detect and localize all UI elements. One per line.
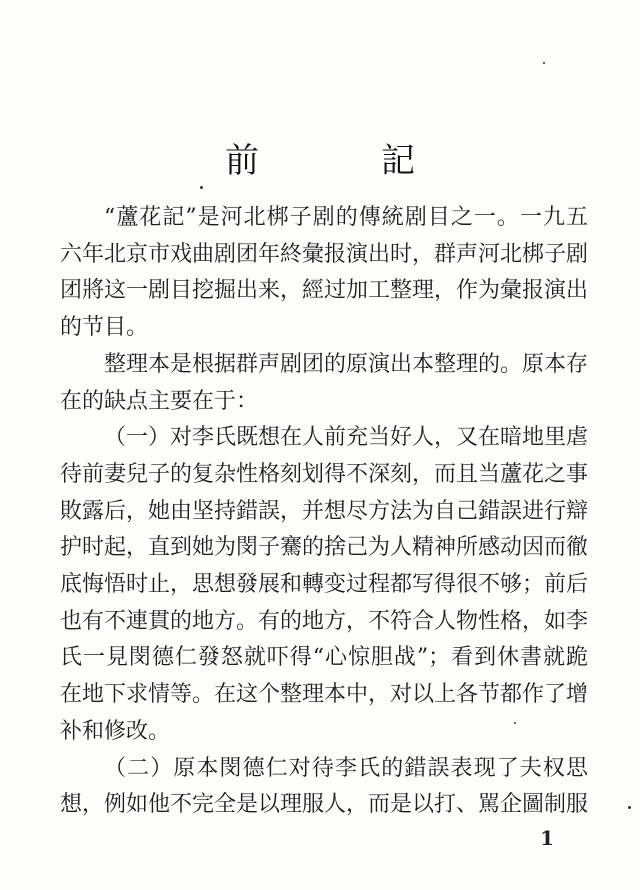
paragraph-point-two: （二）原本閔德仁对待李氏的錯誤表现了夫权思想，例如他不完全是以理服人，而是以打、駡企圖制服 xyxy=(60,755,589,818)
scan-speck xyxy=(514,722,516,724)
page-number: 1 xyxy=(540,826,554,850)
paragraph-intro: “蘆花記”是河北梆子剧的傳統剧目之一。一九五六年北京市戏曲剧团年終彙报演出时，群声河北梆子剧团將这一剧目挖掘出来，經过加工整理，作为彙报演出的节目。 xyxy=(60,205,589,341)
page-title: 前 記 xyxy=(225,141,459,181)
body-text xyxy=(60,200,588,824)
scan-speck xyxy=(200,186,203,189)
paragraph-source: 整理本是根据群声剧团的原演出本整理的。原本存在的缺点主要在于： xyxy=(60,351,589,414)
scan-speck xyxy=(543,62,545,64)
scan-speck xyxy=(628,806,631,809)
paragraph-point-one: （一）对李氏既想在人前充当好人，又在暗地里虐待前妻兒子的复杂性格刻划得不深刻，而且当蘆花之事敗露后，她由坚持錯誤，并想尽方法为自己錯誤进行辯护时起，直到她为閔子騫的捨己为人精神所感动因而徹底悔悟时止，思想發展和轉变过程都写得很不够；前后也有不連貫的地方。有的地方，不符合人物性格，如李氏一見閔德仁發怒就吓得“心惊胆战”；看到休書就跪在地下求情等。在这个整理本中，对以上各节都作了增补和修改。 xyxy=(60,425,589,744)
